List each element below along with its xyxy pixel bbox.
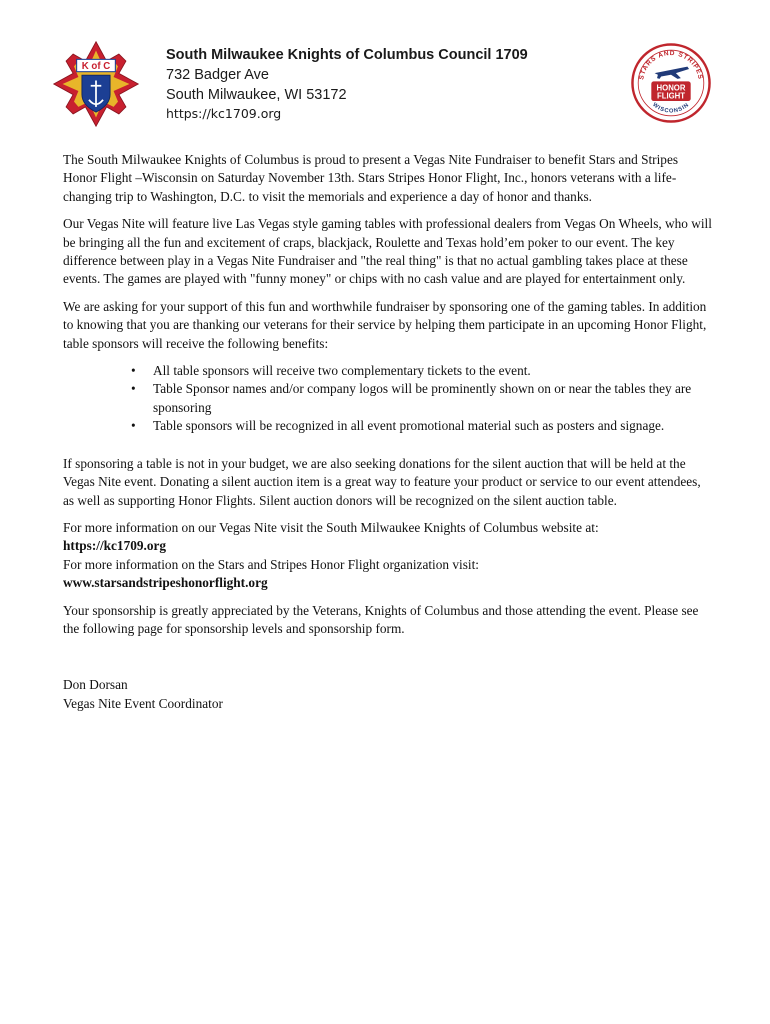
kc-website-link[interactable]: https://kc1709.org: [63, 538, 167, 554]
hf-arc-bottom-text: WISCONSIN: [651, 102, 691, 115]
spacer: [63, 436, 713, 455]
list-item: [131, 380, 713, 417]
letter-body: [63, 151, 713, 713]
bullet-icon: •: [131, 418, 136, 434]
knights-of-columbus-emblem-icon: [52, 40, 140, 128]
list-item: [131, 417, 713, 435]
thanks-paragraph: Your sponsorship is greatly appreciated by the Veterans, Knights of Columbus and those attending the event. Please see the following page for sponsorship levels and sponsorship form.: [63, 602, 699, 636]
benefit-text: All table sponsors will receive two complementary tickets to the event.: [153, 363, 531, 379]
letterhead-url[interactable]: https://kc1709.org: [166, 106, 282, 121]
list-item: [131, 362, 713, 380]
signature-title: Vegas Nite Event Coordinator: [63, 695, 223, 711]
letterhead: [166, 45, 606, 124]
feature-paragraph: Our Vegas Nite will feature live Las Vegas style gaming tables with professional dealers from Vegas On Wheels, who will be bringing all the fun and excitement of craps, blackjack, Roulette and Texas hold’em poker to our event. The key difference between play in a Vegas Nite Fundraiser and "the real thing" is that no actual gambling takes place at these events. The games are played with "funny money" or chips with no cash value and are played for entertainment only.: [63, 216, 712, 287]
honor-flight-emblem-icon: [630, 42, 712, 124]
benefits-list: [63, 362, 713, 436]
bullet-icon: •: [131, 381, 136, 397]
signature-name: Don Dorsan: [63, 677, 128, 693]
hf-arc-top-text: STARS AND STRIPES: [638, 50, 704, 81]
org-name: South Milwaukee Knights of Columbus Council 1709: [166, 47, 528, 63]
more-info-hf: For more information on the Stars and Stripes Honor Flight organization visit:: [63, 556, 479, 572]
hf-center-line2: FLIGHT: [656, 91, 686, 101]
benefit-text: Table sponsors will be recognized in all event promotional material such as posters and signage.: [153, 418, 665, 434]
address-line-1: 732 Badger Ave: [166, 67, 269, 83]
more-info-block: [63, 519, 713, 593]
kc-emblem-text: K of C: [81, 61, 111, 73]
intro-paragraph: The South Milwaukee Knights of Columbus is proud to present a Vegas Nite Fundraiser to benefit Stars and Stripes Honor Flight –Wisconsin on Saturday November 13th. Stars Stripes Honor Flight, Inc., honors veterans with a life-changing trip to Washington, D.C. to visit the memorials and experience a day of honor and thanks.: [63, 152, 679, 204]
honor-flight-website-link[interactable]: www.starsandstripeshonorflight.org: [63, 575, 268, 591]
spacer: [63, 647, 713, 676]
more-info-kc: For more information on our Vegas Nite visit the South Milwaukee Knights of Columbus website at:: [63, 519, 599, 535]
auction-paragraph: If sponsoring a table is not in your budget, we are also seeking donations for the silent auction that will be held at the Vegas Nite event. Donating a silent auction item is a great way to feature your product or service to our event attendees, as well as supporting Honor Flights. Silent auction donors will be recognized on the silent auction table.: [63, 455, 701, 508]
hf-center-line1: HONOR: [656, 83, 686, 93]
ask-paragraph: We are asking for your support of this fun and worthwhile fundraiser by sponsoring one of the gaming tables. In addition to knowing that you are thanking our veterans for their service by helping them participate in an upcoming Honor Flight, table sponsors will receive the following benefits:: [63, 298, 707, 351]
benefit-text: Table Sponsor names and/or company logos will be prominently shown on or near the tables they are sponsoring: [153, 381, 692, 415]
bullet-icon: •: [131, 363, 136, 379]
address-line-2: South Milwaukee, WI 53172: [166, 87, 347, 103]
